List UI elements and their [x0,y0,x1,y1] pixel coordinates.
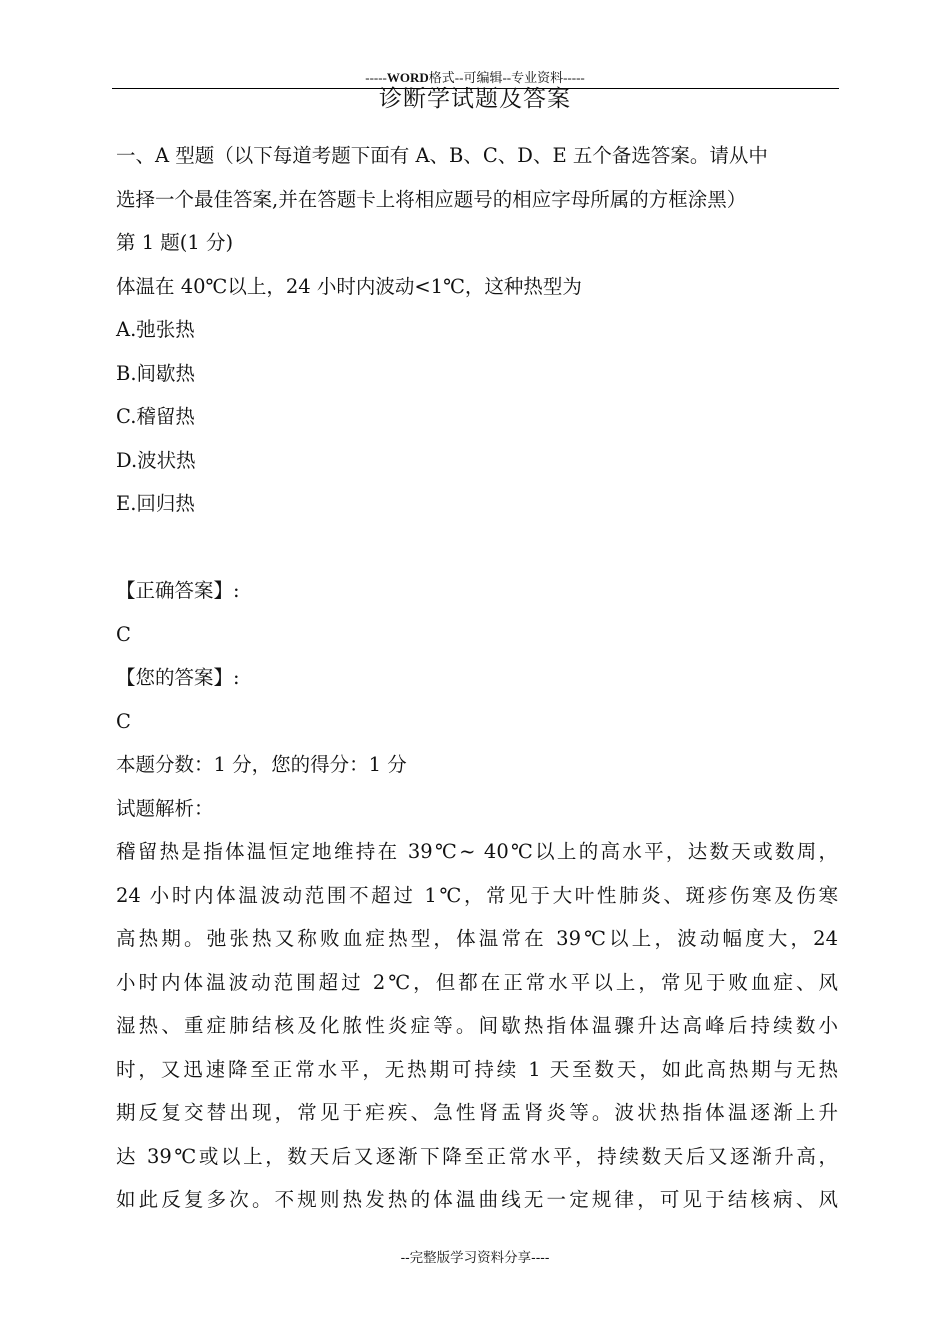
document-title: 诊断学试题及答案 [379,86,571,112]
option-e: E.回归热 [116,492,195,515]
correct-answer-label: 【正确答案】: [116,579,240,602]
explanation-paragraph [116,830,838,1222]
option-a: A.弛张热 [116,318,195,341]
blank-spacer [116,526,838,570]
header-prefix: ----- [365,70,387,85]
question-number: 第 1 题(1 分) [116,231,234,254]
explanation-line: 高热期。弛张热又称败血症热型，体温常在 39℃以上，波动幅度大，24 [116,927,838,950]
correct-answer-value: C [116,622,131,646]
explanation-line: 稽留热是指体温恒定地维持在 39℃~ 40℃以上的高水平，达数天或数周， [116,840,838,863]
section-instruction-line-2: 选择一个最佳答案,并在答题卡上将相应题号的相应字母所属的方框涂黑） [116,187,747,211]
option-c: C.稽留热 [116,405,195,428]
explanation-line: 达 39℃或以上，数天后又逐渐下降至正常水平，持续数天后又逐渐升高， [116,1144,838,1168]
your-answer-label: 【您的答案】: [116,666,240,689]
question-stem: 体温在 40℃以上，24 小时内波动<1℃，这种热型为 [116,274,582,298]
your-answer-value: C [116,709,131,733]
header-word: WORD [386,70,429,85]
option-b: B.间歇热 [116,361,196,385]
explanation-line: 如此反复多次。不规则热发热的体温曲线无一定规律，可见于结核病、风 [116,1188,838,1211]
option-d: D.波状热 [116,448,196,472]
section-instruction-line-1: 一、A 型题（以下每道考题下面有 A、B、C、D、E 五个备选答案。请从中 [116,144,768,167]
explanation-line: 期反复交替出现，常见于疟疾、急性肾盂肾炎等。波状热指体温逐渐上升 [116,1101,838,1124]
analysis-label: 试题解析： [116,796,214,820]
page-footer: --完整版学习资料分享---- [400,1250,550,1266]
explanation-line: 湿热、重症肺结核及化脓性炎症等。间歇热指体温骤升达高峰后持续数小 [116,1014,838,1037]
explanation-line: 时，又迅速降至正常水平，无热期可持续 1 天至数天，如此高热期与无热 [116,1057,838,1081]
explanation-line: 24 小时内体温波动范围不超过 1℃，常见于大叶性肺炎、斑疹伤寒及伤寒 [116,883,838,907]
header-rest: 格式--可编辑--专业资料----- [428,70,585,85]
score-line: 本题分数：1 分，您的得分：1 分 [116,753,407,776]
explanation-line: 小时内体温波动范围超过 2℃，但都在正常水平以上，常见于败血症、风 [116,970,838,994]
document-body [116,134,838,1222]
